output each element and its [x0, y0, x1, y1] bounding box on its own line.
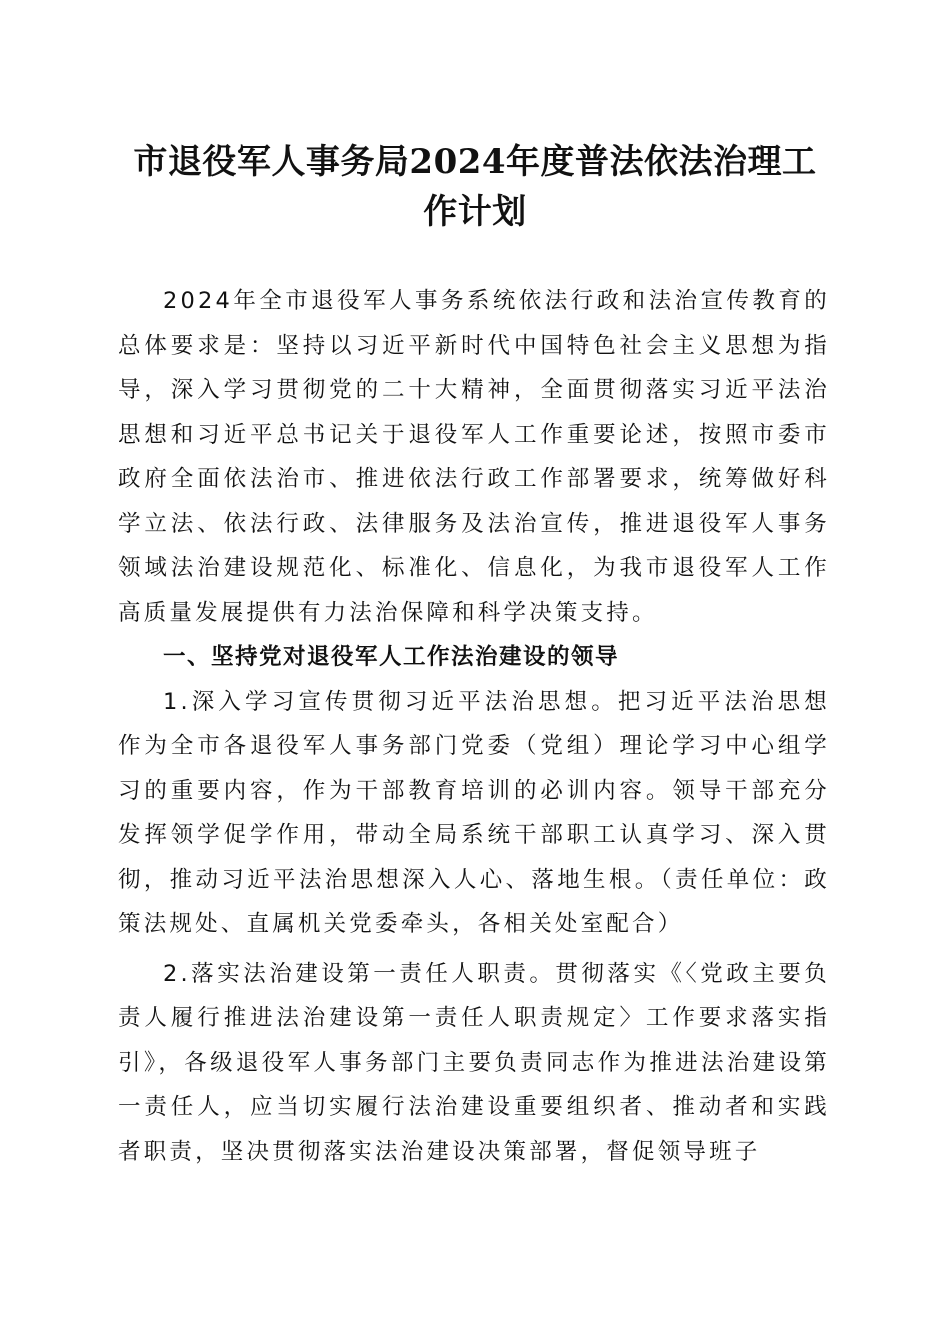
document-body — [118, 279, 830, 1174]
section-heading-1: 一、坚持党对退役军人工作法治建设的领导 — [163, 644, 620, 670]
item-paragraph-2: 2.落实法治建设第一责任人职责。贯彻落实《〈党政主要负责人履行推进法治建设第一责任人职责规定〉工作要求落实指引》，各级退役军人事务部门主要负责同志作为推进法治建设第一责任人，应当切实履行法治建设重要组织者、推动者和实践者职责，坚决贯彻落实法治建设决策部署，督促领导班子 — [118, 960, 830, 1165]
intro-paragraph: 2024年全市退役军人事务系统依法行政和法治宣传教育的总体要求是：坚持以习近平新时代中国特色社会主义思想为指导，深入学习贯彻党的二十大精神，全面贯彻落实习近平法治思想和习近平总书记关于退役军人工作重要论述，按照市委市政府全面依法治市、推进依法行政工作部署要求，统筹做好科学立法、依法行政、法律服务及法治宣传，推进退役军人事务领域法治建设规范化、标准化、信息化，为我市退役军人工作高质量发展提供有力法治保障和科学决策支持。 — [118, 288, 830, 626]
item-paragraph-1: 1.深入学习宣传贯彻习近平法治思想。把习近平法治思想作为全市各退役军人事务部门党委（党组）理论学习中心组学习的重要内容，作为干部教育培训的必训内容。领导干部充分发挥领学促学作用，带动全局系统干部职工认真学习、深入贯彻，推动习近平法治思想深入人心、落地生根。（责任单位：政策法规处、直属机关党委牵头，各相关处室配合） — [118, 688, 830, 937]
document-title: 市退役军人事务局2024年度普法依法治理工作计划 — [133, 142, 817, 232]
